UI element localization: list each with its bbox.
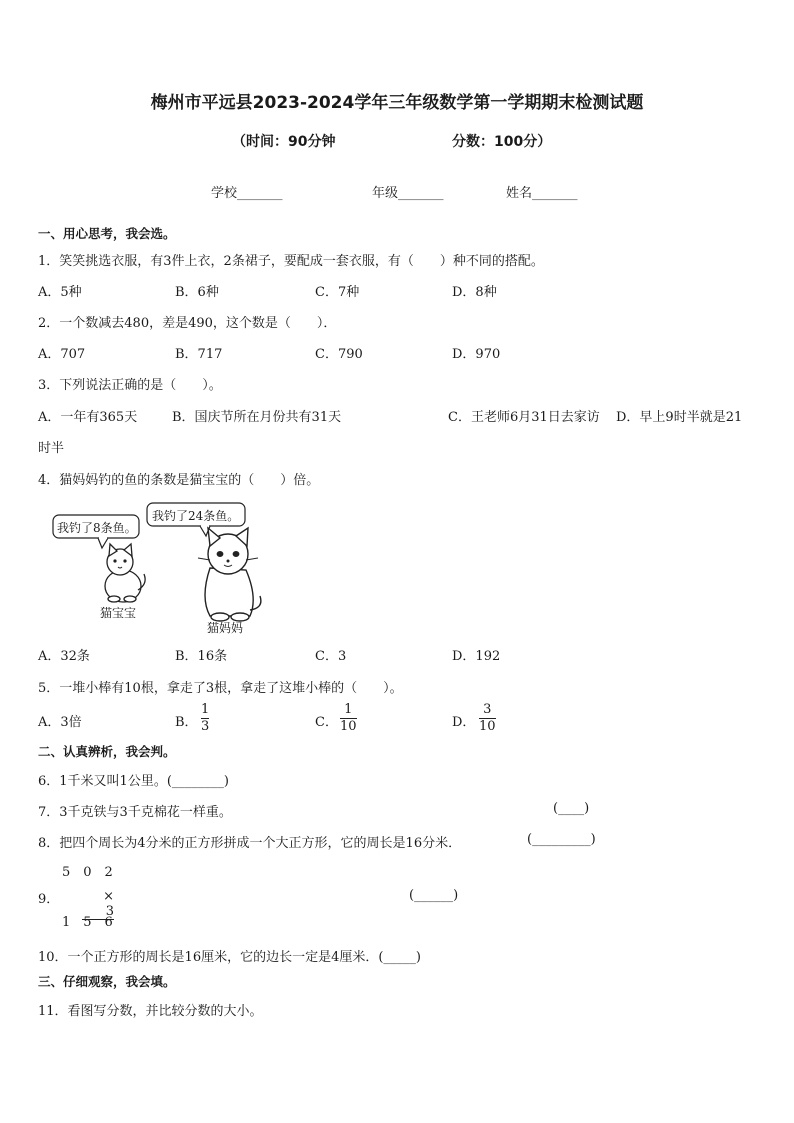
q1-option-c: C．7种 [315, 285, 360, 300]
question-5: 5．一堆小棒有10根，拿走了3根，拿走了这堆小棒的（ ）。 [38, 681, 403, 696]
bubble-big-text: 我钓了24条鱼。 [152, 509, 240, 523]
school-field: 学校_______ [211, 186, 283, 201]
denominator: 3 [201, 719, 210, 735]
q5-fraction-d [479, 702, 496, 736]
q9-product: 1 5 6 [62, 915, 113, 930]
q2-option-b: B．717 [175, 347, 223, 362]
exam-score: 分数：100分） [452, 134, 552, 150]
q9-number: 9． [38, 892, 60, 907]
numerator: 1 [201, 702, 210, 717]
label-mother-cat: 猫妈妈 [207, 621, 244, 635]
q3-option-c: C．王老师6月31日去家访 [448, 410, 600, 425]
q5-fraction-c [340, 702, 357, 736]
q5-fraction-b [201, 702, 209, 736]
cats-fishing-figure [50, 498, 270, 638]
question-7: 7．3千克铁与3千克棉花一样重。 [38, 805, 232, 820]
section-1-heading: 一、用心思考，我会选。 [38, 226, 176, 241]
q2-option-d: D．970 [452, 347, 501, 362]
question-4: 4．猫妈妈钓的鱼的条数是猫宝宝的（ ）倍。 [38, 473, 320, 488]
q1-option-b: B．6种 [175, 285, 219, 300]
q3-option-a: A．一年有365天 [38, 410, 138, 425]
question-8: 8．把四个周长为4分米的正方形拼成一个大正方形，它的周长是16分米． [38, 836, 462, 851]
question-2: 2．一个数减去480，差是490，这个数是（ ）． [38, 316, 337, 331]
q4-option-d: D．192 [452, 649, 501, 664]
q1-option-d: D．8种 [452, 285, 497, 300]
q2-option-c: C．790 [315, 347, 363, 362]
name-field: 姓名_______ [506, 186, 578, 201]
q2-option-a: A．707 [38, 347, 86, 362]
q9-multiplicand: 5 0 2 [62, 865, 113, 880]
section-2-heading: 二、认真辨析，我会判。 [38, 744, 176, 759]
q9-answer-blank: (______) [409, 888, 459, 903]
page-title: 梅州市平远县2023-2024学年三年级数学第一学期期末检测试题 [150, 93, 644, 113]
q5-option-b: B． [175, 715, 198, 730]
q5-option-d: D． [452, 715, 476, 730]
q4-option-a: A．32条 [38, 649, 90, 664]
q4-option-b: B．16条 [175, 649, 228, 664]
q7-answer-blank: (____) [553, 801, 590, 816]
numerator: 3 [483, 702, 492, 717]
question-3: 3．下列说法正确的是（ ）。 [38, 378, 222, 393]
q9-multiplier: × 3 [82, 885, 114, 920]
grade-field: 年级_______ [372, 186, 444, 201]
q5-option-a: A．3倍 [38, 715, 82, 730]
q5-option-c: C． [315, 715, 338, 730]
q8-answer-blank: (_________) [527, 832, 596, 847]
denominator: 10 [479, 719, 496, 735]
q3-option-d: D．早上9时半就是21 [616, 410, 743, 425]
question-1: 1．笑笑挑选衣服，有3件上衣，2条裙子，要配成一套衣服，有（ ）种不同的搭配。 [38, 254, 544, 269]
q3-option-b: B．国庆节所在月份共有31天 [172, 410, 342, 425]
question-10: 10．一个正方形的周长是16厘米，它的边长一定是4厘米．(_____) [38, 950, 421, 965]
exam-time: （时间：90分钟 [232, 134, 336, 150]
question-11: 11．看图写分数，并比较分数的大小。 [38, 1004, 263, 1019]
label-kitten: 猫宝宝 [100, 606, 137, 620]
q1-option-a: A．5种 [38, 285, 82, 300]
numerator: 1 [344, 702, 353, 717]
bubble-small-text: 我钓了8条鱼。 [57, 521, 137, 535]
section-3-heading: 三、仔细观察，我会填。 [38, 974, 176, 989]
question-6: 6．1千米又叫1公里。(________) [38, 774, 229, 789]
q3-option-d-continued: 时半 [38, 441, 65, 456]
q4-option-c: C．3 [315, 649, 347, 664]
denominator: 10 [340, 719, 357, 735]
